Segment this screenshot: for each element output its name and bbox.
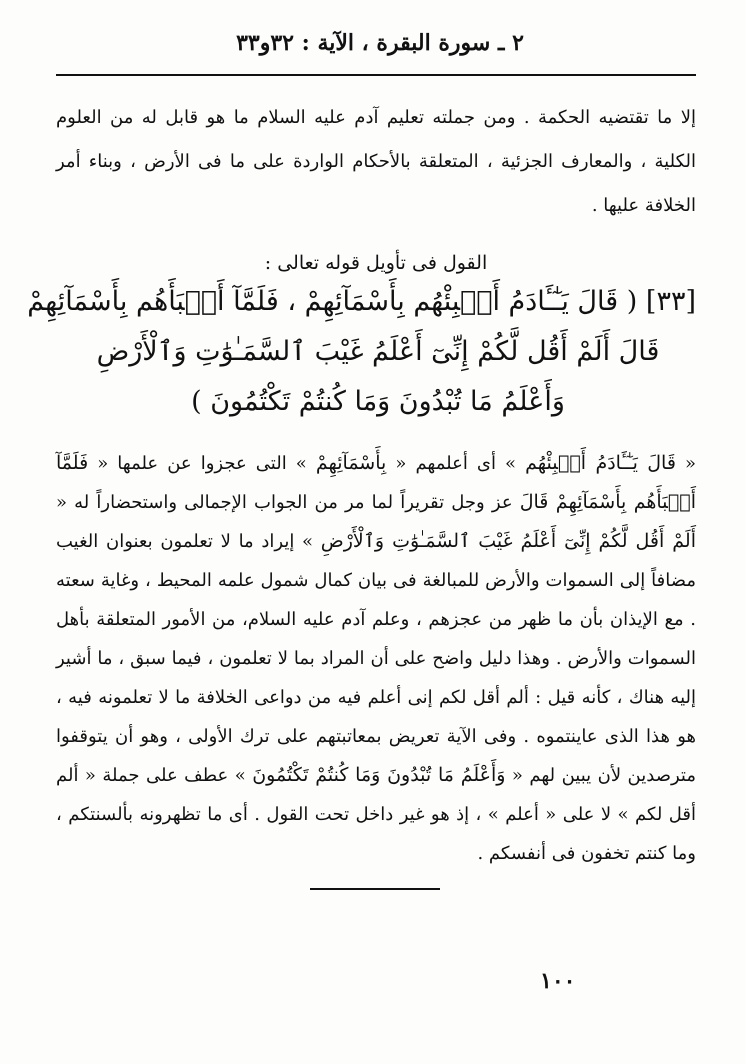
- verse-text-1: ( قَالَ يَـٰٓـَٔادَمُ أَنۢبِئْهُم بِأَسْمَآئِهِمْ ، فَلَمَّآ أَنۢبَأَهُم بِأَسْمَآئِهِمْ: [27, 286, 638, 317]
- commentary-paragraph: [56, 444, 696, 873]
- commentary-mid-2: » التى عجزوا عن علمها «: [88, 453, 316, 474]
- commentary-mid-3: عز وجل تقريراً لما مر من الجواب الإجمالى واستحضاراً له «: [56, 492, 520, 513]
- intro-paragraph: إلا ما تقتضيه الحكمة . ومن جملته تعليم آدم عليه السلام ما هو قابل له من العلوم الكلية ، والمعارف الجزئية ، المتعلقة بالأحكام الواردة على ما فى الأرض ، وبناء أمر الخلافة عليها .: [56, 107, 696, 216]
- page-number: ١٠٠: [540, 968, 576, 994]
- commentary-quote-5: وَأَعْلَمُ مَا تُبْدُونَ وَمَا كُنتُمْ تَكْتُمُونَ: [252, 764, 506, 786]
- commentary-open: «: [675, 453, 697, 474]
- commentary-end: » عطف على جملة « ألم أقل لكم » لا على « أعلم » ، إذ هو غير داخل تحت القول . أى ما تظهرونه بألسنتكم ، وما كنتم تخفون فى أنفسكم .: [56, 765, 696, 864]
- commentary-quote-3: فَلَمَّآ أَنۢبَأَهُم بِأَسْمَآئِهِمْ قَالَ: [56, 452, 696, 513]
- commentary-quote-4: أَلَمْ أَقُل لَّكُمْ إِنِّىٓ أَعْلَمُ غَيْبَ ٱلسَّمَـٰوَٰتِ وَٱلْأَرْضِ: [320, 530, 696, 552]
- end-rule: [310, 888, 440, 890]
- commentary-body: » إيراد ما لا تعلمون بعنوان الغيب مضافاً إلى السموات والأرض للمبالغة فى بيان كمال شمول علمه المحيط ، وغاية سعته . مع الإيذان بأن ما ظهر من عجزهم ، وعلم آدم عليه السلام، من الأمور المتعلقة بأهل السموات والأرض . وهذا دليل واضح على أن المراد بما لا تعلمون ، فيما سبق ، ما أشير إليه هناك ، كأنه قيل : ألم أقل لكم إنى أعلم فيه من دواعى الخلافة ما لا تعلمونه فيه ، هو هذا الذى عاينتموه . وفى الآية تعريض بمعاتبتهم على ترك الأولى ، وهو أن يتوقفوا مترصدين لأن يبين لهم «: [56, 531, 697, 786]
- verse-number: [٣٣]: [645, 286, 696, 317]
- running-header: ٢ ـ سورة البقرة ، الآية : ٣٢و٣٣: [236, 30, 524, 56]
- verse-line-3: وَأَعْلَمُ مَا تُبْدُونَ وَمَا كُنتُمْ تَكْتُمُونَ ): [191, 386, 565, 417]
- section-heading: القول فى تأويل قوله تعالى :: [264, 252, 488, 274]
- commentary-mid-1: » أى أعلمهم «: [386, 453, 526, 474]
- verse-line-2: قَالَ أَلَمْ أَقُل لَّكُمْ إِنِّىٓ أَعْلَمُ غَيْبَ ٱلسَّمَـٰوَٰتِ وَٱلْأَرْضِ: [96, 336, 660, 367]
- commentary-quote-1: قَالَ يَـٰٓـَٔادَمُ أَنۢبِئْهُم: [525, 452, 676, 474]
- verse-line-1: [27, 286, 696, 317]
- header-rule: [56, 74, 696, 76]
- commentary-quote-2: بِأَسْمَآئِهِمْ: [315, 452, 387, 474]
